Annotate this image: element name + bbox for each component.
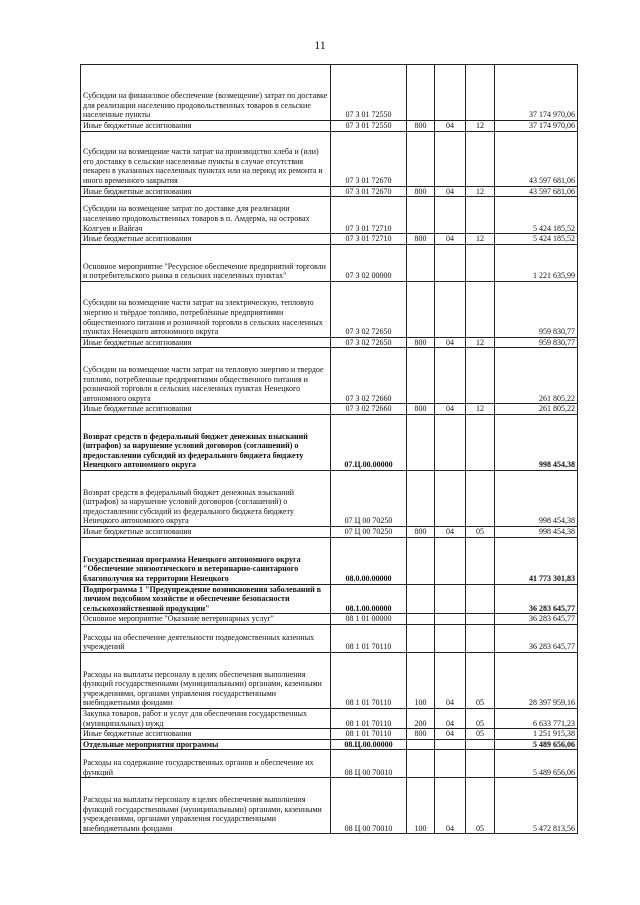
row-code-cell: 08 1 01 70110 <box>331 652 407 708</box>
row-section-cell: 04 <box>435 337 466 348</box>
row-expense-type-cell: 800 <box>407 729 435 740</box>
row-section-cell: 04 <box>435 186 466 197</box>
row-code-cell: 08.0.00.00000 <box>331 537 407 584</box>
row-expense-type-cell: 800 <box>407 526 435 537</box>
row-amount-cell: 43 597 681,06 <box>495 186 578 197</box>
table-row <box>81 131 578 186</box>
row-subsection-cell <box>466 414 495 470</box>
row-code-cell: 08 Ц 00 70010 <box>331 778 407 834</box>
row-name-cell: Субсидии на финансовое обеспечение (возмещение) затрат по доставке для реализации населению продовольственных товаров в сельские населенные пункты <box>81 65 331 121</box>
row-expense-type-cell: 800 <box>407 186 435 197</box>
row-code-cell: 07 3 02 72650 <box>331 337 407 348</box>
row-subsection-cell: 12 <box>466 404 495 415</box>
row-subsection-cell: 12 <box>466 186 495 197</box>
row-amount-cell: 5 424 185,52 <box>495 197 578 234</box>
table-row <box>81 281 578 337</box>
row-subsection-cell: 05 <box>466 729 495 740</box>
row-subsection-cell <box>466 739 495 750</box>
row-code-cell: 07 3 02 72650 <box>331 281 407 337</box>
row-amount-cell: 261 805,22 <box>495 404 578 415</box>
row-section-cell <box>435 537 466 584</box>
row-code-cell: 08 Ц 00 70010 <box>331 750 407 778</box>
row-amount-cell: 1 251 915,38 <box>495 729 578 740</box>
row-section-cell <box>435 197 466 234</box>
row-expense-type-cell <box>407 65 435 121</box>
row-code-cell: 08 1 01 70110 <box>331 708 407 728</box>
row-name-cell: Расходы на выплаты персоналу в целях обеспечения выполнения функций государственными (муниципальными) органами, казенными учреждениями, органами управления государственными внебюджетными фондами <box>81 778 331 834</box>
row-expense-type-cell <box>407 470 435 526</box>
row-amount-cell: 261 805,22 <box>495 348 578 404</box>
row-amount-cell: 5 424 185,52 <box>495 234 578 245</box>
row-subsection-cell <box>466 131 495 186</box>
row-expense-type-cell <box>407 244 435 281</box>
table-row <box>81 348 578 404</box>
row-name-cell: Государственная программа Ненецкого автономного округа "Обеспечение эпизоотического и ветеринарно-санитарного благополучия на территории Ненецкого <box>81 537 331 584</box>
row-amount-cell: 43 597 681,06 <box>495 131 578 186</box>
row-code-cell: 07 3 02 72660 <box>331 404 407 415</box>
row-name-cell: Иные бюджетные ассигнования <box>81 404 331 415</box>
row-subsection-cell <box>466 584 495 614</box>
row-expense-type-cell <box>407 281 435 337</box>
row-section-cell <box>435 739 466 750</box>
page-number: 11 <box>314 38 326 52</box>
row-code-cell: 07 3 02 72660 <box>331 348 407 404</box>
row-amount-cell: 1 221 635,99 <box>495 244 578 281</box>
row-section-cell <box>435 470 466 526</box>
row-name-cell: Основное мероприятие "Ресурсное обеспечение предприятий торговли и потребительского рынка в сельских населенных пунктах" <box>81 244 331 281</box>
row-section-cell: 04 <box>435 121 466 132</box>
row-expense-type-cell <box>407 750 435 778</box>
row-subsection-cell <box>466 348 495 404</box>
row-expense-type-cell <box>407 614 435 625</box>
row-subsection-cell: 12 <box>466 337 495 348</box>
table-row <box>81 778 578 834</box>
row-subsection-cell: 12 <box>466 121 495 132</box>
table-row <box>81 234 578 245</box>
row-section-cell <box>435 348 466 404</box>
row-name-cell: Возврат средств в федеральный бюджет денежных взысканий (штрафов) за нарушение условий договоров (соглашений) о предоставлении субсидий из федерального бюджета бюджету Ненецкого автономного округа <box>81 470 331 526</box>
row-section-cell <box>435 65 466 121</box>
row-expense-type-cell <box>407 624 435 652</box>
row-name-cell: Иные бюджетные ассигнования <box>81 186 331 197</box>
row-code-cell: 07 Ц 00 70250 <box>331 470 407 526</box>
table-row <box>81 526 578 537</box>
row-section-cell <box>435 244 466 281</box>
row-code-cell: 07 3 01 72710 <box>331 234 407 245</box>
row-expense-type-cell <box>407 584 435 614</box>
row-code-cell: 07 3 01 72670 <box>331 131 407 186</box>
row-amount-cell: 41 773 301,83 <box>495 537 578 584</box>
table-row <box>81 470 578 526</box>
row-name-cell: Подпрограмма 1 "Предупреждение возникновения заболеваний в личном подсобном хозяйстве и обеспечение безопасности сельскохозяйственной продукции" <box>81 584 331 614</box>
row-section-cell <box>435 414 466 470</box>
row-name-cell: Иные бюджетные ассигнования <box>81 337 331 348</box>
budget-table-body <box>81 65 578 834</box>
row-expense-type-cell <box>407 131 435 186</box>
row-section-cell <box>435 584 466 614</box>
row-section-cell: 04 <box>435 404 466 415</box>
row-section-cell: 04 <box>435 778 466 834</box>
row-name-cell: Расходы на содержание государственных органов и обеспечение их функций <box>81 750 331 778</box>
row-name-cell: Субсидии на возмещение затрат по доставке для реализации населению продовольственных товаров в п. Амдерма, на островах Колгуев и Вайгач <box>81 197 331 234</box>
row-subsection-cell: 05 <box>466 526 495 537</box>
row-code-cell: 08.1.00.00000 <box>331 584 407 614</box>
row-name-cell: Субсидии на возмещение части затрат на электрическую, тепловую энергию и твёрдое топливо, потреблённые предприятиями общественного питания и розничной торговли в сельских населенных пунктах Ненецкого автономного округа <box>81 281 331 337</box>
table-row <box>81 750 578 778</box>
row-section-cell <box>435 614 466 625</box>
row-amount-cell: 998 454,38 <box>495 414 578 470</box>
row-name-cell: Закупка товаров, работ и услуг для обеспечения государственных (муниципальных) нужд <box>81 708 331 728</box>
table-row <box>81 186 578 197</box>
row-amount-cell: 6 633 771,23 <box>495 708 578 728</box>
row-name-cell: Иные бюджетные ассигнования <box>81 526 331 537</box>
row-subsection-cell <box>466 624 495 652</box>
row-name-cell: Основное мероприятие "Оказание ветеринарных услуг" <box>81 614 331 625</box>
row-code-cell: 07 3 01 72550 <box>331 121 407 132</box>
row-amount-cell: 998 454,38 <box>495 526 578 537</box>
row-code-cell: 07 3 01 72710 <box>331 197 407 234</box>
row-subsection-cell: 05 <box>466 778 495 834</box>
table-row <box>81 652 578 708</box>
row-name-cell: Расходы на выплаты персоналу в целях обеспечения выполнения функций государственными (муниципальными) органами, казенными учреждениями, органами управления государственными внебюджетными фондами <box>81 652 331 708</box>
table-row <box>81 584 578 614</box>
table-row <box>81 414 578 470</box>
row-name-cell: Отдельные мероприятия программы <box>81 739 331 750</box>
row-expense-type-cell <box>407 348 435 404</box>
table-row <box>81 614 578 625</box>
row-name-cell: Субсидии на возмещение части затрат на производство хлеба и (или) его доставку в сельские населенные пункты в случае отсутствия пекарен в указанных населенных пунктах или на период их ремонта и иного временного закрытия <box>81 131 331 186</box>
row-code-cell: 07 3 02 00000 <box>331 244 407 281</box>
row-name-cell: Расходы на обеспечение деятельности подведомственных казенных учреждений <box>81 624 331 652</box>
budget-table <box>80 64 578 834</box>
row-code-cell: 07 3 01 72550 <box>331 65 407 121</box>
row-code-cell: 08 1 01 70110 <box>331 624 407 652</box>
row-subsection-cell <box>466 244 495 281</box>
row-code-cell: 07 Ц 00 70250 <box>331 526 407 537</box>
row-name-cell: Субсидии на возмещение части затрат на тепловую энергию и твердое топливо, потребленные предприятиями общественного питания и розничной торговли в сельских населенных пунктах Ненецкого автономного округа <box>81 348 331 404</box>
row-subsection-cell <box>466 281 495 337</box>
row-code-cell: 08 1 01 70110 <box>331 729 407 740</box>
row-expense-type-cell: 800 <box>407 337 435 348</box>
table-row <box>81 65 578 121</box>
row-expense-type-cell: 100 <box>407 778 435 834</box>
table-row <box>81 337 578 348</box>
row-section-cell: 04 <box>435 708 466 728</box>
row-subsection-cell <box>466 614 495 625</box>
row-section-cell <box>435 750 466 778</box>
row-name-cell: Иные бюджетные ассигнования <box>81 234 331 245</box>
row-name-cell: Иные бюджетные ассигнования <box>81 121 331 132</box>
row-expense-type-cell: 800 <box>407 121 435 132</box>
row-section-cell <box>435 131 466 186</box>
row-subsection-cell: 05 <box>466 708 495 728</box>
table-row <box>81 404 578 415</box>
row-code-cell: 08.Ц.00.00000 <box>331 739 407 750</box>
row-name-cell: Возврат средств в федеральный бюджет денежных взысканий (штрафов) за нарушение условий договоров (соглашений) о предоставлении субсидий из федерального бюджета бюджету Ненецкого автономного округа <box>81 414 331 470</box>
row-section-cell <box>435 281 466 337</box>
row-expense-type-cell <box>407 537 435 584</box>
row-amount-cell: 959 830,77 <box>495 281 578 337</box>
row-subsection-cell: 12 <box>466 234 495 245</box>
row-section-cell <box>435 624 466 652</box>
row-amount-cell: 5 489 656,06 <box>495 739 578 750</box>
row-amount-cell: 37 174 970,06 <box>495 65 578 121</box>
table-row <box>81 729 578 740</box>
table-row <box>81 708 578 728</box>
row-expense-type-cell: 100 <box>407 652 435 708</box>
row-section-cell: 04 <box>435 526 466 537</box>
row-amount-cell: 959 830,77 <box>495 337 578 348</box>
row-subsection-cell: 05 <box>466 652 495 708</box>
row-subsection-cell <box>466 197 495 234</box>
row-amount-cell: 36 283 645,77 <box>495 614 578 625</box>
row-amount-cell: 28 397 959,16 <box>495 652 578 708</box>
row-expense-type-cell: 800 <box>407 404 435 415</box>
row-expense-type-cell <box>407 414 435 470</box>
table-row <box>81 244 578 281</box>
row-expense-type-cell: 800 <box>407 234 435 245</box>
row-section-cell: 04 <box>435 234 466 245</box>
row-subsection-cell <box>466 537 495 584</box>
row-subsection-cell <box>466 470 495 526</box>
table-row <box>81 537 578 584</box>
row-name-cell: Иные бюджетные ассигнования <box>81 729 331 740</box>
table-row <box>81 739 578 750</box>
row-section-cell: 04 <box>435 652 466 708</box>
row-code-cell: 07 3 01 72670 <box>331 186 407 197</box>
table-row <box>81 121 578 132</box>
row-amount-cell: 998 454,38 <box>495 470 578 526</box>
row-amount-cell: 5 489 656,06 <box>495 750 578 778</box>
row-section-cell: 04 <box>435 729 466 740</box>
row-amount-cell: 5 472 813,56 <box>495 778 578 834</box>
row-code-cell: 08 1 01 00000 <box>331 614 407 625</box>
row-expense-type-cell: 200 <box>407 708 435 728</box>
row-subsection-cell <box>466 65 495 121</box>
row-expense-type-cell <box>407 197 435 234</box>
table-row <box>81 624 578 652</box>
row-subsection-cell <box>466 750 495 778</box>
row-code-cell: 07.Ц.00.00000 <box>331 414 407 470</box>
row-expense-type-cell <box>407 739 435 750</box>
row-amount-cell: 36 283 645,77 <box>495 624 578 652</box>
row-amount-cell: 36 283 645,77 <box>495 584 578 614</box>
table-row <box>81 197 578 234</box>
row-amount-cell: 37 174 970,06 <box>495 121 578 132</box>
